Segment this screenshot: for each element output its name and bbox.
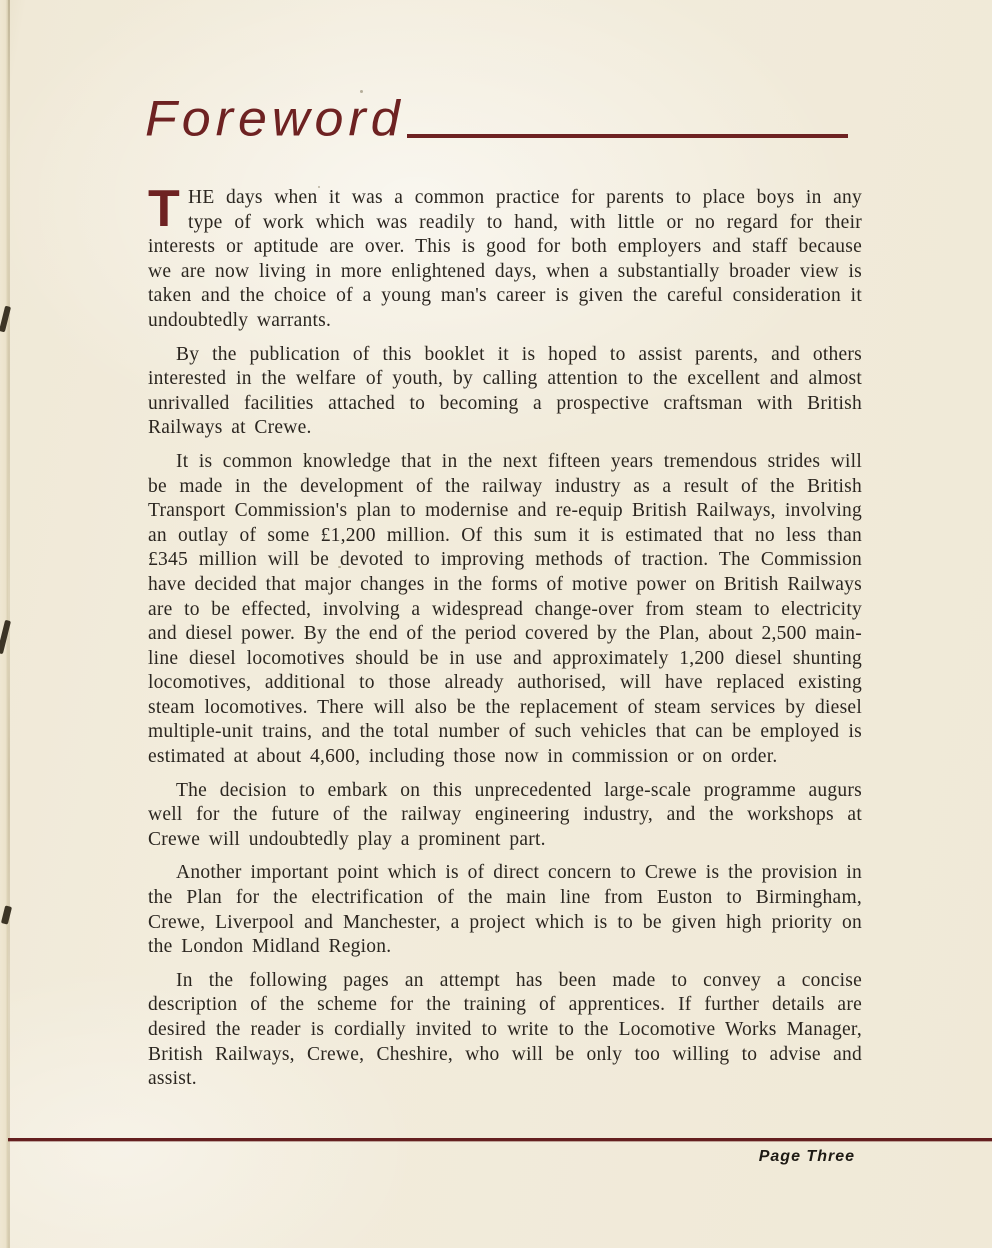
paragraph: By the publication of this booklet it is hoped to assist parents, and others interested in the welfare of youth, by calling attention to the excellent and almost unrivalled facilities attached to becoming a prospective craftsman with British Railways at Crewe. [148,343,862,439]
foreword-body [148,180,862,1101]
paragraph: In the following pages an attempt has been made to convey a concise description of the scheme for the training of apprentices. If further details are desired the reader is cordially invited to write to the Locomotive Works Manager, British Railways, Crewe, Cheshire, who will be only too willing to advise and assist. [148,969,862,1090]
title-row [145,93,848,145]
page-number: Page Three [758,1148,855,1165]
title-rule [407,134,848,138]
paragraph [148,180,862,334]
paragraph-text: HE days when it was a common practice for parents to place boys in any type of work which was readily to hand, with little or no regard for their interests or aptitude are over. This is good for both employers and staff because we are now living in more enlightened days, when a substantially broader view is taken and the choice of a young man's career is given the careful consideration it undoubtedly warrants. [148,187,862,331]
drop-cap: T [148,180,181,238]
paragraph: Another important point which is of direct concern to Crewe is the provision in the Plan for the electrification of the main line from Euston to Birmingham, Crewe, Liverpool and Manchester, a project which is to be given high priority on the London Midland Region. [148,862,862,958]
paragraph: The decision to embark on this unprecedented large-scale programme augurs well for the future of the railway engineering industry, and the workshops at Crewe will undoubtedly play a prominent part. [148,779,862,850]
page-title: Foreword [145,91,405,147]
footer-rule [8,1138,992,1141]
paragraph: It is common knowledge that in the next fifteen years tremendous strides will be made in the development of the railway industry as a result of the British Transport Commission's plan to modernise and re-equip British Railways, involving an outlay of some £1,200 million. Of this sum it is estimated that no less than £345 million will be devoted to improving methods of traction. The Commission have decided that major changes in the forms of motive power on British Railways are to be effected, involving a widespread change-over from steam to electricity and diesel power. By the end of the period covered by the Plan, about 2,500 main-line diesel locomotives should be in use and approximately 1,200 diesel shunting locomotives, additional to those already authorised, will have replaced existing steam locomotives. There will also be the replacement of steam services by diesel multiple-unit trains, and the total number of such vehicles that can be employed is estimated at about 4,600, including those now in commission or on order. [148,450,862,768]
